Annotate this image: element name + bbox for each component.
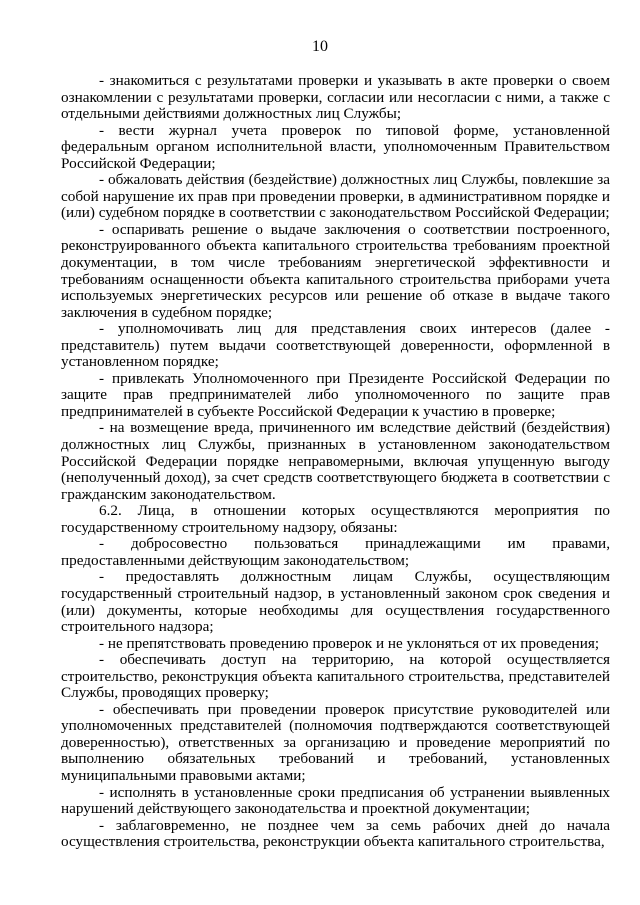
paragraph-right-appeal-actions: - обжаловать действия (бездействие) должностных лиц Службы, повлекшие за собой нарушение их прав при проведении проверки, в административном порядке и (или) судебном порядке в соответствии с законодательством Российской Федерации; bbox=[61, 171, 610, 222]
paragraph-right-contest-decision: - оспаривать решение о выдаче заключения о соответствии построенного, реконструированного объекта капитального строительства требованиям проектной документации, в том числе требованиям энергетической эффективности и требованиям оснащенности объекта капитального строительства приборами учета используемых энергетических ресурсов или решение об отказе в выдаче такого заключения в судебном порядке; bbox=[61, 220, 610, 321]
paragraph-duty-fulfill-orders: - исполнять в установленные сроки предписания об устранении выявленных нарушений действующего законодательства и проектной документации; bbox=[61, 783, 610, 818]
paragraph-right-authorize-representative: - уполномочивать лиц для представления своих интересов (далее - представитель) путем выдачи соответствующей доверенности, оформленной в установленном порядке; bbox=[61, 320, 610, 371]
paragraph-duty-not-obstruct: - не препятствовать проведению проверок и не уклоняться от их проведения; bbox=[99, 634, 600, 652]
paragraph-right-involve-ombudsman: - привлекать Уполномоченного при Президенте Российской Федерации по защите прав предпринимателей либо уполномоченного по защите прав предпринимателей в субъекте Российской Федерации к участию в проверке; bbox=[61, 369, 610, 420]
paragraph-duty-provide-documents: - предоставлять должностным лицам Службы, осуществляющим государственный строительный надзор, в установленный законом срок сведения и (или) документы, которые необходимы для осуществления государственного строительного надзора; bbox=[61, 568, 610, 636]
paragraph-right-keep-journal: - вести журнал учета проверок по типовой форме, установленной федеральным органом исполнительной власти, уполномоченным Правительством Российской Федерации; bbox=[61, 121, 610, 172]
paragraph-duty-advance-notice: - заблаговременно, не позднее чем за семь рабочих дней до начала осуществления строительства, реконструкции объекта капитального строительства, bbox=[61, 816, 610, 851]
paragraph-duty-use-rights: - добросовестно пользоваться принадлежащими им правами, предоставленными действующим законодательством; bbox=[61, 535, 610, 569]
page-number: 10 bbox=[312, 38, 328, 55]
paragraph-right-view-results: - знакомиться с результатами проверки и указывать в акте проверки о своем ознакомлении с результатами проверки, согласии или несогласии с ними, а также с отдельными действиями должностных лиц Службы; bbox=[61, 72, 610, 123]
paragraph-duty-provide-access: - обеспечивать доступ на территорию, на которой осуществляется строительство, реконструкция объекта капитального строительства, представителей Службы, проводящих проверку; bbox=[61, 651, 610, 702]
paragraph-duty-ensure-presence: - обеспечивать при проведении проверок присутствие руководителей или уполномоченных представителей (полномочия подтверждаются соответствующей доверенностью), ответственных за организацию и проведение мероприятий по выполнению обязательных требований и требований, установленных муниципальными правовыми актами; bbox=[61, 700, 610, 784]
document-body bbox=[61, 73, 610, 851]
paragraph-section-6-2-heading: 6.2. Лица, в отношении которых осуществляются мероприятия по государственному строительному надзору, обязаны: bbox=[61, 502, 610, 536]
paragraph-right-compensation: - на возмещение вреда, причиненного им вследствие действий (бездействия) должностных лиц Службы, признанных в установленном законодательством Российской Федерации порядке неправомерными, включая упущенную выгоду (неполученный доход), за счет средств соответствующего бюджета в соответствии с гражданским законодательством. bbox=[61, 419, 610, 503]
